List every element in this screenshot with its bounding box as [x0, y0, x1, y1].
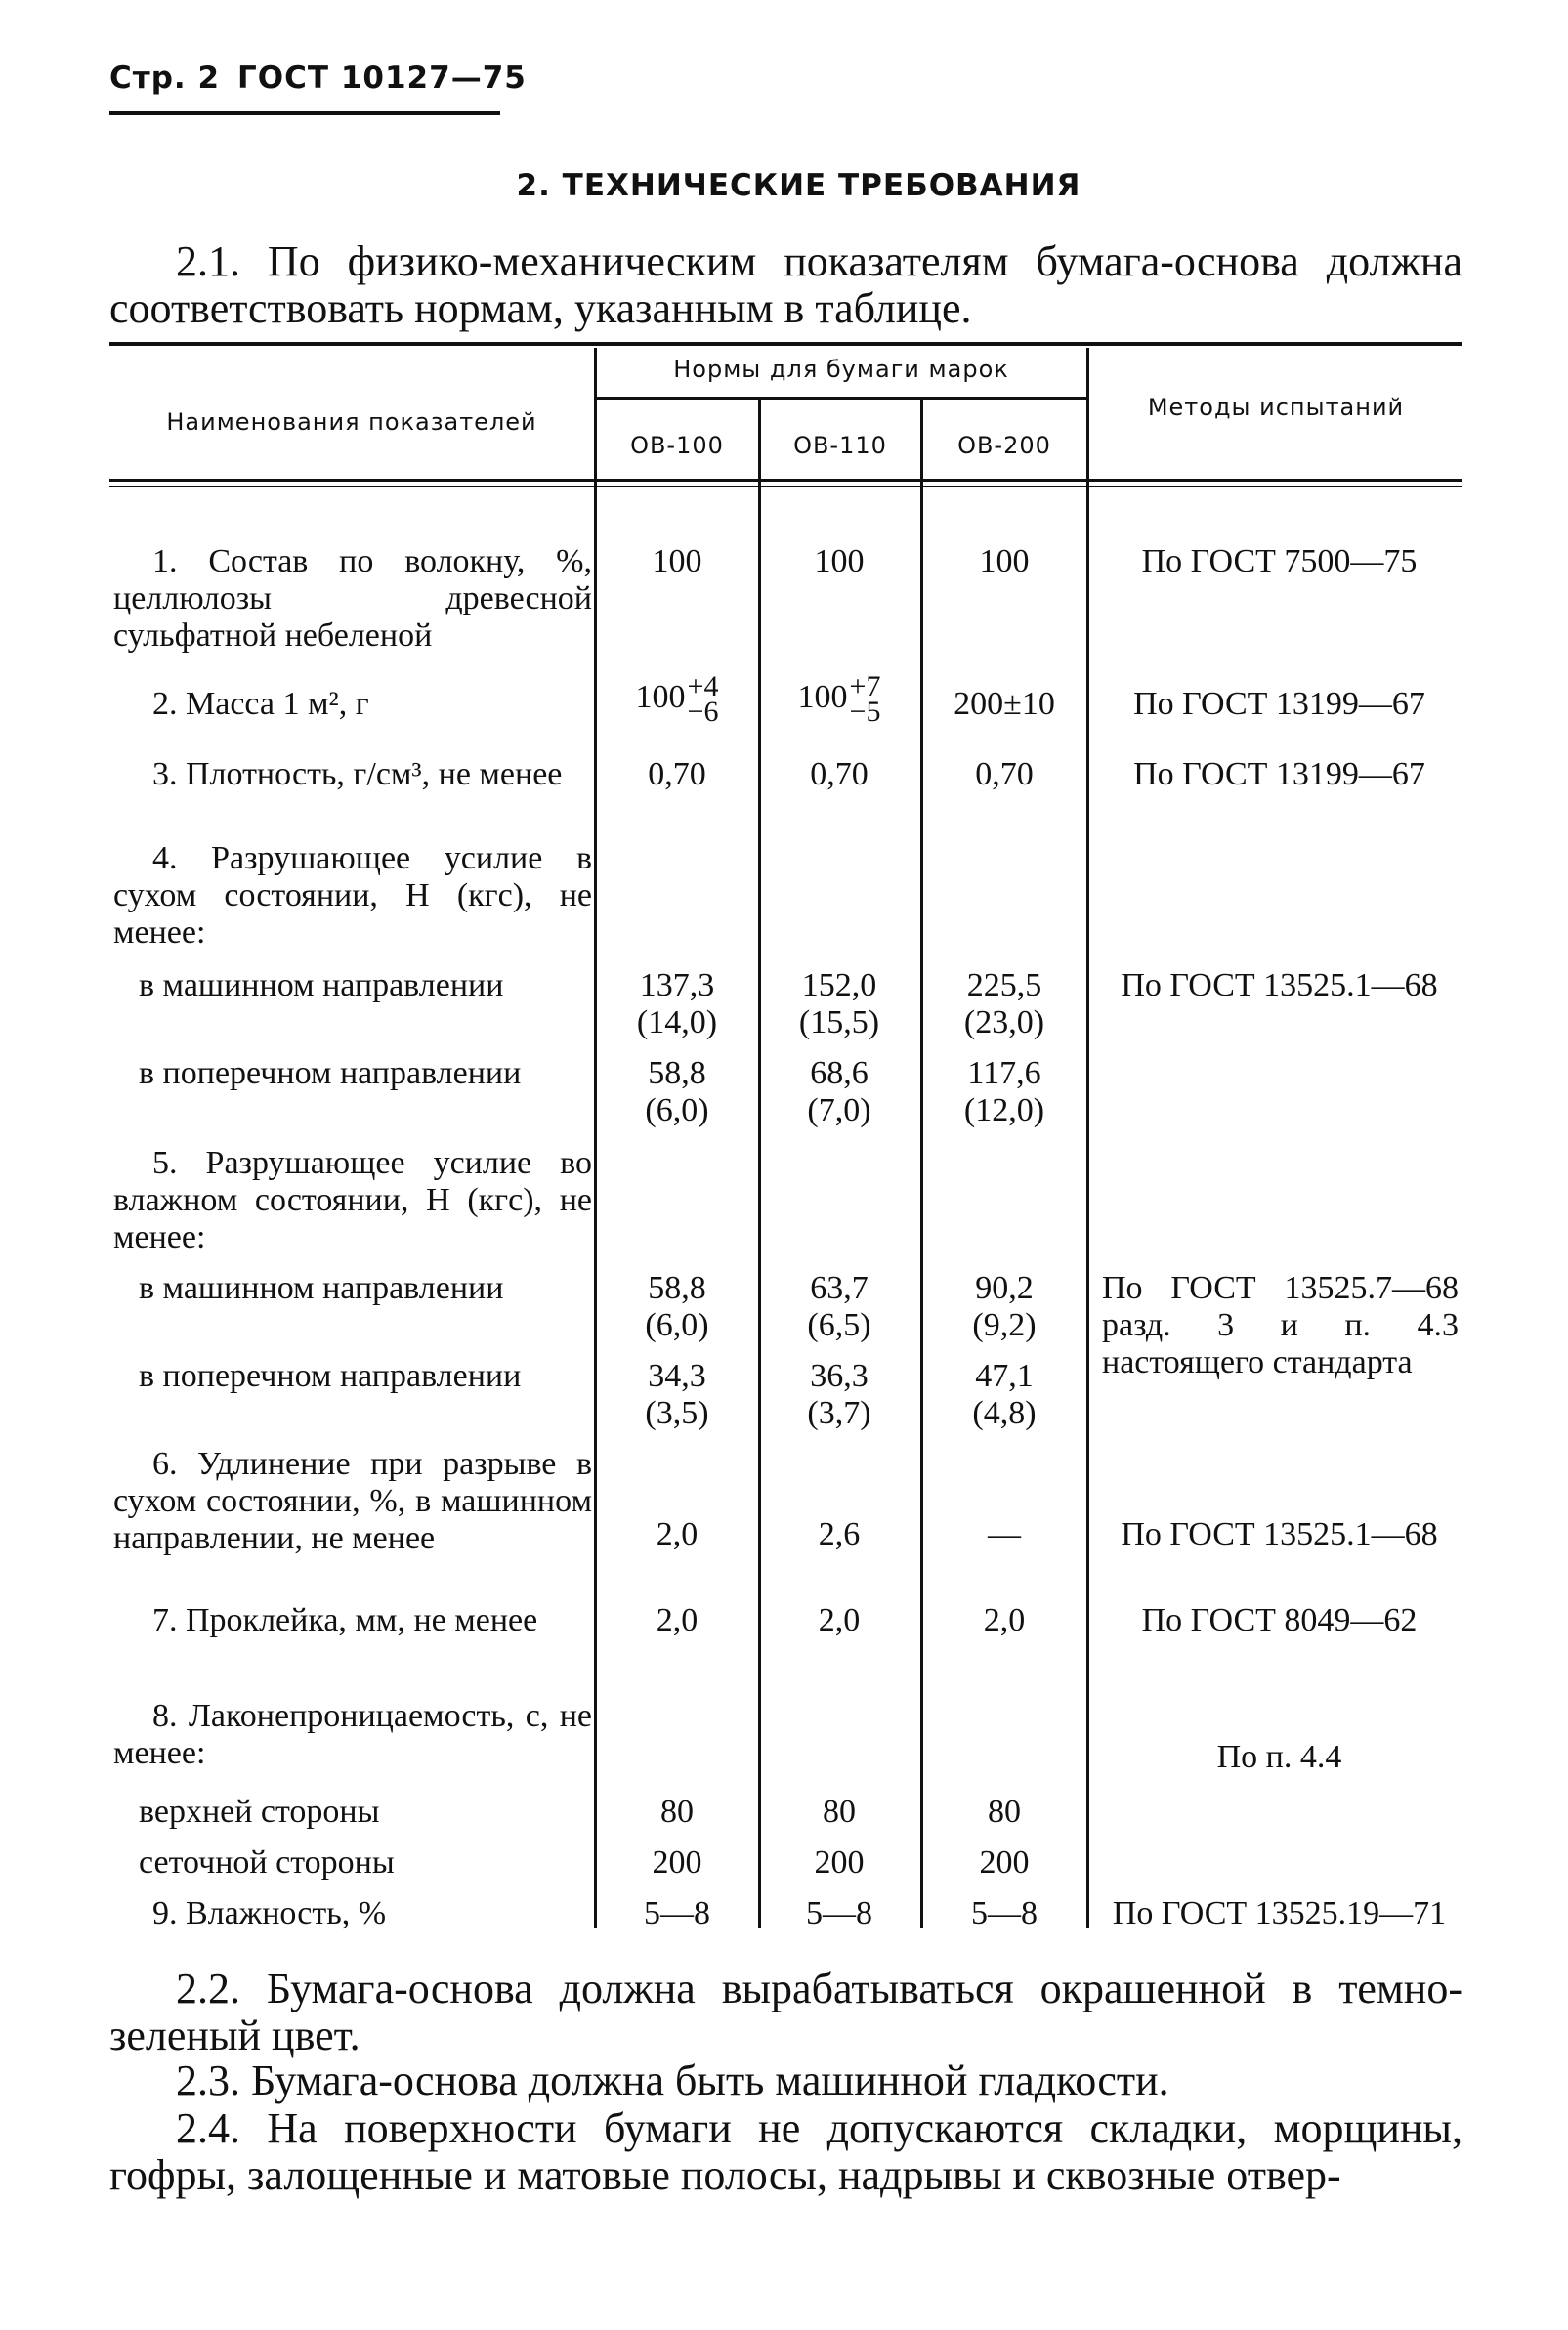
- header-rule: [109, 111, 500, 115]
- mass-ov110-tolerance: [849, 670, 881, 728]
- paragraph-2-3: 2.3. Бумага-основа должна быть машинной гладкости.: [176, 2056, 1169, 2104]
- row-name-dry-strength: 4. Разрушающее усилие в сухом состоянии, Н (кгс), не менее:: [113, 840, 592, 951]
- cell-elongation-ov110: 2,6: [818, 1516, 861, 1552]
- mass-ov100-tolerance: [687, 670, 719, 728]
- row-name-lacquer-top: верхней стороны: [139, 1794, 380, 1830]
- cell-dry-machine-ov100: [598, 967, 756, 1041]
- wet-machine-ov110-kgf: (6,5): [807, 1307, 871, 1343]
- row-name-wet-cross: в поперечном направлении: [139, 1358, 522, 1394]
- cell-density-ov200: 0,70: [975, 756, 1034, 792]
- cell-wet-cross-ov200: [922, 1358, 1086, 1432]
- header-norms: Нормы для бумаги марок: [673, 356, 1009, 383]
- paragraph-2-4: 2.4. На поверхности бумаги не допускаются складки, морщины, гофры, залощенные и матовые полосы, надрывы и сквозные отвер-: [109, 2104, 1462, 2199]
- wet-cross-ov110-n: 36,3: [810, 1358, 869, 1394]
- cell-wet-machine-method: По ГОСТ 13525.7—68 разд. 3 и п. 4.3 настоящего стандарта: [1102, 1270, 1459, 1380]
- col-divider-3: [920, 399, 923, 1928]
- cell-density-ov110: 0,70: [810, 756, 869, 792]
- wet-cross-ov200-kgf: (4,8): [972, 1395, 1037, 1431]
- cell-mass-ov200: 200±10: [954, 686, 1055, 722]
- mass-ov110-base: 100: [797, 678, 848, 715]
- cell-mass-ov110: [760, 670, 918, 728]
- cell-fiber-ov110: 100: [814, 543, 865, 579]
- mass-ov110-plus: +7: [849, 670, 881, 702]
- dry-machine-ov110-n: 152,0: [801, 967, 877, 1003]
- cell-lacquer-wire-ov200: 200: [979, 1844, 1030, 1881]
- header-indicator-names: Наименования показателей: [166, 408, 537, 436]
- cell-density-method: По ГОСТ 13199—67: [1133, 756, 1425, 792]
- cell-elongation-ov200: —: [988, 1516, 1021, 1552]
- cell-elongation-method: По ГОСТ 13525.1—68: [1121, 1516, 1438, 1552]
- cell-lacquer-method: По п. 4.4: [1216, 1739, 1342, 1775]
- dry-machine-ov100-n: 137,3: [639, 967, 715, 1003]
- dry-cross-ov110-n: 68,6: [810, 1055, 869, 1091]
- page-number: Стр. 2: [109, 61, 221, 96]
- cell-fiber-ov100: 100: [652, 543, 702, 579]
- dry-machine-ov200-kgf: (23,0): [963, 1004, 1045, 1040]
- row-name-lacquer: 8. Лаконепроницаемость, с, не менее:: [113, 1698, 592, 1771]
- cell-wet-cross-ov100: [598, 1358, 756, 1432]
- cell-wet-machine-ov200: [922, 1270, 1086, 1344]
- cell-dry-cross-ov100: [598, 1055, 756, 1129]
- row-name-dry-cross: в поперечном направлении: [139, 1055, 522, 1091]
- standard-number: ГОСТ 10127—75: [237, 61, 527, 96]
- dry-machine-ov100-kgf: (14,0): [636, 1004, 718, 1040]
- cell-dry-machine-ov110: [760, 967, 918, 1041]
- header-mark-ov110: ОВ-110: [793, 432, 887, 459]
- wet-cross-ov100-n: 34,3: [648, 1358, 706, 1394]
- cell-sizing-method: По ГОСТ 8049—62: [1141, 1602, 1418, 1638]
- cell-moisture-ov200: 5—8: [971, 1895, 1038, 1931]
- cell-dry-machine-ov200: [922, 967, 1086, 1041]
- col-divider-1: [594, 348, 597, 1928]
- requirements-table: [109, 338, 1462, 1931]
- cell-mass-ov100: [598, 670, 756, 728]
- col-divider-4: [1086, 348, 1089, 1928]
- dry-cross-ov200-kgf: (12,0): [963, 1092, 1045, 1128]
- paragraph-2-2: 2.2. Бумага-основа должна вырабатываться окрашенной в темно-зеленый цвет.: [109, 1965, 1462, 2059]
- row-name-moisture: 9. Влажность, %: [152, 1895, 387, 1931]
- cell-moisture-ov100: 5—8: [644, 1895, 710, 1931]
- running-head: [109, 61, 527, 96]
- cell-fiber-ov200: 100: [979, 543, 1030, 579]
- dry-cross-ov110-kgf: (7,0): [807, 1092, 871, 1128]
- wet-cross-ov200-n: 47,1: [975, 1358, 1034, 1394]
- cell-fiber-method: По ГОСТ 7500—75: [1141, 543, 1418, 579]
- header-mark-ov200: ОВ-200: [957, 432, 1051, 459]
- col-divider-2: [758, 399, 761, 1928]
- wet-machine-ov100-n: 58,8: [648, 1270, 706, 1306]
- mass-ov110-minus: −5: [849, 696, 881, 728]
- section-title: 2. ТЕХНИЧЕСКИЕ ТРЕБОВАНИЯ: [516, 168, 1081, 203]
- cell-lacquer-top-ov100: 80: [660, 1794, 694, 1830]
- header-bottom-rule: [109, 479, 1462, 482]
- mass-ov100-minus: −6: [687, 696, 719, 728]
- cell-mass-method: По ГОСТ 13199—67: [1133, 686, 1425, 722]
- row-name-mass: 2. Масса 1 м², г: [152, 686, 369, 722]
- row-name-wet-strength: 5. Разрушающее усилие во влажном состоянии, Н (кгс), не менее:: [113, 1145, 592, 1255]
- header-methods: Методы испытаний: [1147, 394, 1405, 421]
- cell-lacquer-wire-ov110: 200: [814, 1844, 865, 1881]
- cell-wet-machine-ov100: [598, 1270, 756, 1344]
- cell-elongation-ov100: 2,0: [656, 1516, 699, 1552]
- paragraph-2-1: 2.1. По физико-механическим показателям бумага-основа должна соответствовать нормам, указанным в таблице.: [109, 237, 1462, 332]
- cell-wet-cross-ov110: [760, 1358, 918, 1432]
- cell-sizing-ov200: 2,0: [983, 1602, 1026, 1638]
- cell-lacquer-top-ov200: 80: [988, 1794, 1021, 1830]
- cell-moisture-method: По ГОСТ 13525.19—71: [1112, 1895, 1447, 1931]
- cell-lacquer-wire-ov100: 200: [652, 1844, 702, 1881]
- cell-sizing-ov110: 2,0: [818, 1602, 861, 1638]
- mass-ov100-base: 100: [635, 678, 686, 715]
- wet-cross-ov100-kgf: (3,5): [645, 1395, 709, 1431]
- cell-density-ov100: 0,70: [648, 756, 706, 792]
- row-name-density: 3. Плотность, г/см³, не менее: [152, 756, 563, 792]
- row-name-fiber: 1. Состав по волокну, %, целлюлозы древесной сульфатной небеленой: [113, 543, 592, 654]
- table-top-rule: [109, 342, 1462, 346]
- wet-machine-ov100-kgf: (6,0): [645, 1307, 709, 1343]
- header-bottom-rule-2: [109, 486, 1462, 487]
- cell-dry-cross-ov200: [922, 1055, 1086, 1129]
- cell-dry-cross-ov110: [760, 1055, 918, 1129]
- row-name-sizing: 7. Проклейка, мм, не менее: [152, 1602, 538, 1638]
- cell-moisture-ov110: 5—8: [806, 1895, 872, 1931]
- cell-sizing-ov100: 2,0: [656, 1602, 699, 1638]
- mass-ov100-plus: +4: [687, 670, 719, 702]
- wet-machine-ov200-kgf: (9,2): [972, 1307, 1037, 1343]
- dry-machine-ov110-kgf: (15,5): [798, 1004, 880, 1040]
- row-name-elongation: 6. Удлинение при разрыве в сухом состоянии, %, в машинном направлении, не менее: [113, 1446, 592, 1556]
- row-name-dry-machine: в машинном направлении: [139, 967, 504, 1003]
- wet-machine-ov110-n: 63,7: [810, 1270, 869, 1306]
- wet-machine-ov200-n: 90,2: [975, 1270, 1034, 1306]
- dry-machine-ov200-n: 225,5: [966, 967, 1042, 1003]
- row-name-wet-machine: в машинном направлении: [139, 1270, 504, 1306]
- norms-under-rule: [596, 397, 1086, 400]
- dry-cross-ov100-kgf: (6,0): [645, 1092, 709, 1128]
- dry-cross-ov100-n: 58,8: [648, 1055, 706, 1091]
- cell-wet-machine-ov110: [760, 1270, 918, 1344]
- row-name-lacquer-wire: сеточной стороны: [139, 1844, 395, 1881]
- dry-cross-ov200-n: 117,6: [967, 1055, 1041, 1091]
- cell-dry-machine-method: По ГОСТ 13525.1—68: [1121, 967, 1438, 1003]
- cell-lacquer-top-ov110: 80: [823, 1794, 856, 1830]
- header-mark-ov100: ОВ-100: [630, 432, 724, 459]
- wet-cross-ov110-kgf: (3,7): [807, 1395, 871, 1431]
